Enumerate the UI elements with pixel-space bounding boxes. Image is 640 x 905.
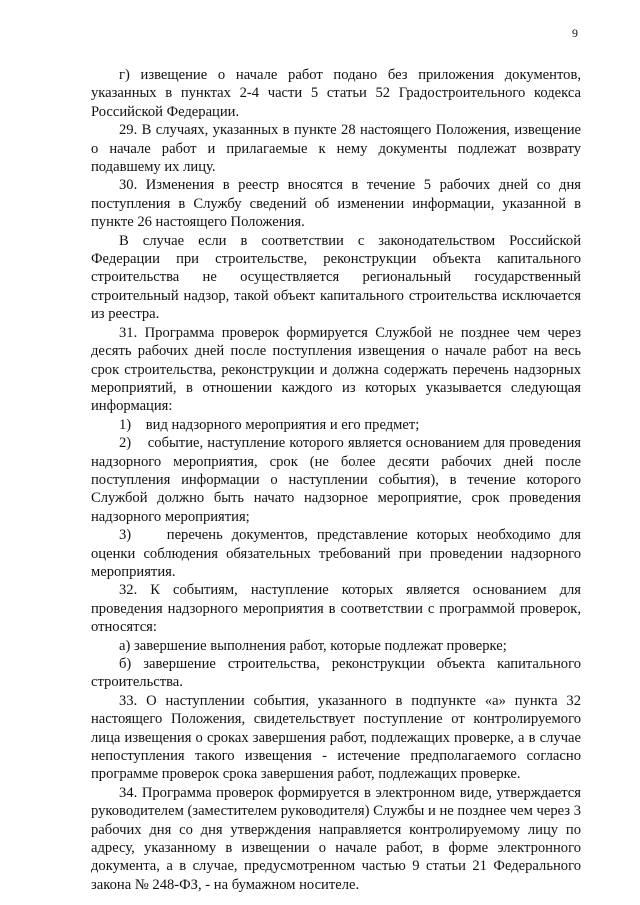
paragraph-28-item-g: г) извещение о начале работ подано без приложения документов, указанных в пунктах 2-4 части 5 статьи 52 Градостроительного кодекса Российской Федерации. — [91, 67, 581, 120]
paragraph-31-item-2: 2) событие, наступление которого является основанием для проведения надзорного мероприятия, срок (не более десяти рабочих дней после поступления информации о наступлении события), в течение которого Службой должно быть начато надзорное мероприятие, срок проведения надзорного мероприятия; — [91, 435, 581, 525]
paragraph-30-note: В случае если в соответствии с законодательством Российской Федерации при строительстве, реконструкции объекта капитального строительства не осуществляется региональный государственный строительный надзор, такой объект капитального строительства исключается из реестра. — [91, 232, 581, 323]
paragraph-30: 30. Изменения в реестр вносятся в течение 5 рабочих дней со дня поступления в Службу сведений об изменении информации, указанной в пункте 26 настоящего Положения. — [91, 177, 581, 231]
paragraph-31: 31. Программа проверок формируется Службой не позднее чем через десять рабочих дней после поступления извещения о начале работ на весь срок строительства, реконструкции и должна содержать перечень надзорных мероприятий, в отношении каждого из которых указывается следующая информация: — [91, 324, 581, 415]
paragraph-31-item-1: 1) вид надзорного мероприятия и его предмет; — [119, 416, 420, 433]
paragraph-34: 34. Программа проверок формируется в электронном виде, утверждается руководителем (заместителем руководителя) Службы и не позднее чем через 3 рабочих дня со дня утверждения направляется контролируемому лицу по адресу, указанному в извещении о начале работ, в форме электронного документа, а в случае, предусмотренном частью 9 статьи 21 Федерального закона № 248-ФЗ, - на бумажном носителе. — [91, 784, 582, 893]
paragraph-29: 29. В случаях, указанных в пункте 28 настоящего Положения, извещение о начале работ и прилагаемые к нему документы подлежат возврату подавшему их лицу. — [91, 122, 581, 176]
paragraph-32-item-b: б) завершение строительства, реконструкции объекта капитального строительства. — [91, 656, 581, 691]
document-body — [91, 66, 581, 894]
paragraph-32-item-a: а) завершение выполнения работ, которые подлежат проверке; — [119, 637, 507, 654]
paragraph-31-item-3: 3) перечень документов, представление которых необходимо для оценки соблюдения обязательных требований при проведении надзорного мероприятия. — [91, 527, 581, 580]
page-number: 9 — [572, 26, 578, 40]
paragraph-33: 33. О наступлении события, указанного в подпункте «а» пункта 32 настоящего Положения, свидетельствует поступление от контролируемого лица извещения о сроках завершения работ, подлежащих проверке, а в случае непоступления такого извещения - истечение предполагаемого согласно программе проверок срока завершения работ, подлежащих проверке. — [91, 692, 581, 783]
paragraph-32: 32. К событиям, наступление которых является основанием для проведения надзорного мероприятия в соответствии с программой проверок, относятся: — [91, 582, 581, 636]
